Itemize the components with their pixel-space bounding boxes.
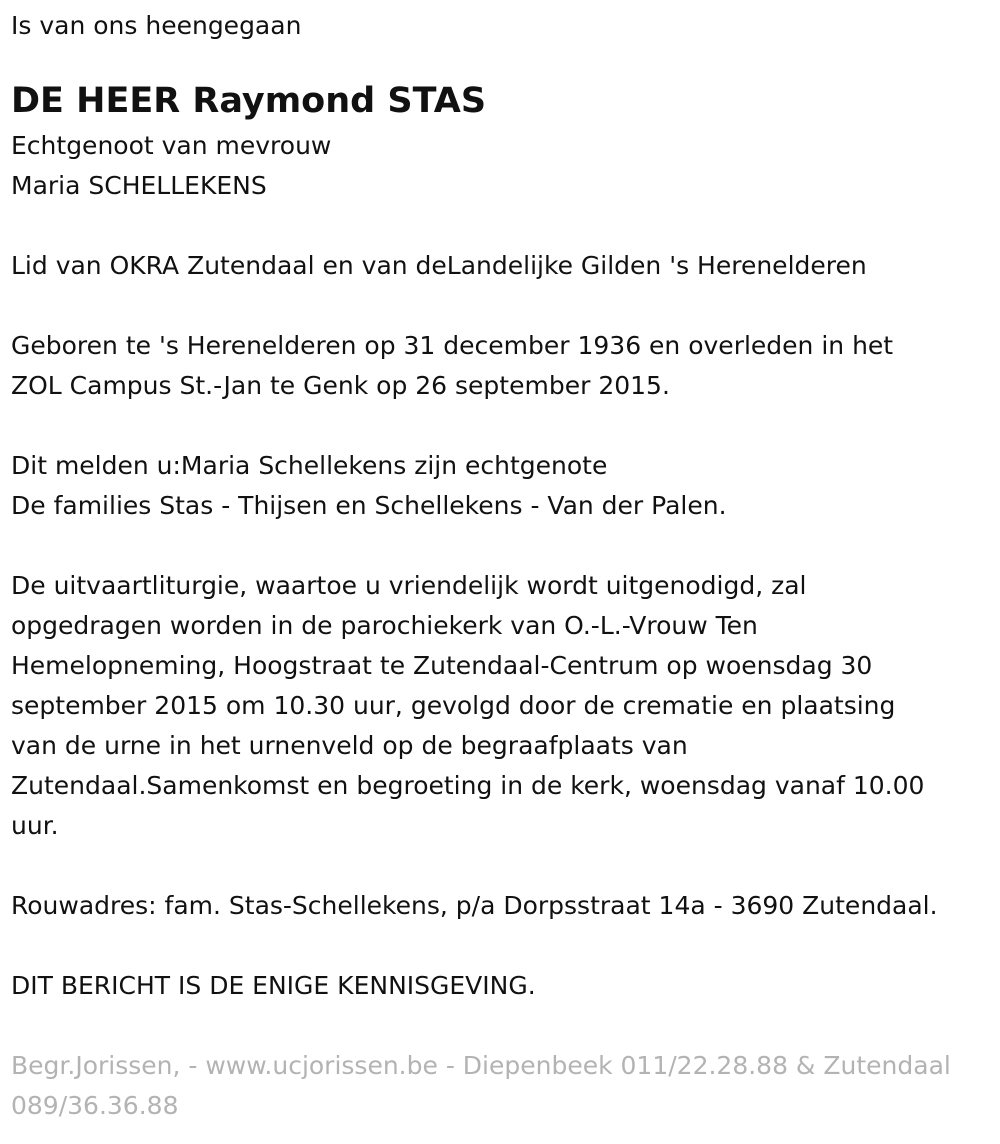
funeral-line: Zutendaal.Samenkomst en begroeting in de kerk, woensdag vanaf 10.00 (11, 771, 925, 800)
footer-line-1: Begr.Jorissen, - www.ucjorissen.be - Diepenbeek 011/22.28.88 & Zutendaal (11, 1051, 951, 1080)
spacer (11, 526, 990, 566)
spacer (11, 846, 990, 886)
announced-by-line-1: Dit melden u:Maria Schellekens zijn echtgenote (11, 451, 608, 480)
funeral-line: van de urne in het urnenveld op de begraafplaats van (11, 731, 688, 760)
spouse-line-1: Echtgenoot van mevrouw (11, 131, 332, 160)
membership-text: Lid van OKRA Zutendaal en van deLandelijke Gilden 's Herenelderen (11, 251, 867, 280)
funeral-line: De uitvaartliturgie, waartoe u vriendelijk wordt uitgenodigd, zal (11, 571, 807, 600)
spouse-line-2: Maria SCHELLEKENS (11, 171, 267, 200)
announced-by-line-2: De families Stas - Thijsen en Schellekens - Van der Palen. (11, 491, 727, 520)
footer-line-2: 089/36.36.88 (11, 1091, 179, 1120)
spacer (11, 286, 990, 326)
birth-death-line-2: ZOL Campus St.-Jan te Genk op 26 september 2015. (11, 371, 670, 400)
spacer (11, 206, 990, 246)
intro-text: Is van ons heengegaan (11, 11, 302, 40)
birth-death-line-1: Geboren te 's Herenelderen op 31 december 1936 en overleden in het (11, 331, 894, 360)
funeral-line: Hemelopneming, Hoogstraat te Zutendaal-Centrum op woensdag 30 (11, 651, 873, 680)
spacer (11, 1006, 990, 1046)
mourning-address: Rouwadres: fam. Stas-Schellekens, p/a Dorpsstraat 14a - 3690 Zutendaal. (11, 891, 938, 920)
funeral-line: uur. (11, 811, 59, 840)
funeral-line: september 2015 om 10.30 uur, gevolgd door de crematie en plaatsing (11, 691, 896, 720)
deceased-name: DE HEER Raymond STAS (11, 81, 487, 121)
funeral-line: opgedragen worden in de parochiekerk van O.-L.-Vrouw Ten (11, 611, 758, 640)
notice-text: DIT BERICHT IS DE ENIGE KENNISGEVING. (11, 971, 536, 1000)
spacer (11, 926, 990, 966)
spacer (11, 406, 990, 446)
funeral-paragraph (11, 566, 990, 846)
